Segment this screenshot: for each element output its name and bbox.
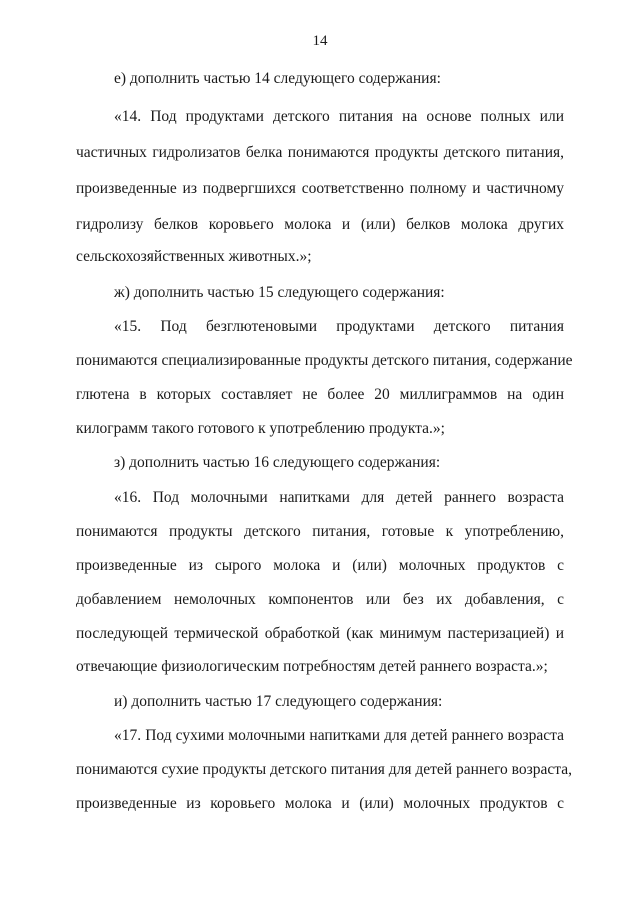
item-e-line-5: гидролизу белков коровьего молока и (или) белков молока других — [76, 216, 564, 233]
item-zh-line-2: «15. Под безглютеновыми продуктами детского питания — [114, 318, 564, 335]
item-e-line-1: е) дополнить частью 14 следующего содержания: — [114, 70, 441, 87]
item-e-line-4: произведенные из подвергшихся соответственно полному и частичному — [76, 180, 564, 197]
item-e-line-2: «14. Под продуктами детского питания на основе полных или — [114, 108, 564, 125]
item-z-line-4: произведенные из сырого молока и (или) молочных продуктов с — [76, 557, 564, 574]
item-z-line-5: добавлением немолочных компонентов или без их добавления, с — [76, 591, 564, 608]
item-z-line-2: «16. Под молочными напитками для детей раннего возраста — [114, 489, 564, 506]
page-number: 14 — [312, 33, 328, 49]
item-z-line-6: последующей термической обработкой (как минимум пастеризацией) и — [76, 625, 564, 642]
item-i-line-2: «17. Под сухими молочными напитками для детей раннего возраста — [114, 727, 564, 744]
item-z-line-7: отвечающие физиологическим потребностям детей раннего возраста.»; — [76, 658, 548, 675]
item-e-line-3: частичных гидролизатов белка понимаются продукты детского питания, — [76, 144, 564, 161]
item-zh-line-4: глютена в которых составляет не более 20 миллиграммов на один — [76, 386, 564, 403]
item-i-line-4: произведенные из коровьего молока и (или) молочных продуктов с — [76, 795, 564, 812]
item-zh-line-3: понимаются специализированные продукты детского питания, содержание — [76, 352, 573, 369]
item-i-line-3: понимаются сухие продукты детского питания для детей раннего возраста, — [76, 761, 572, 778]
item-z-line-3: понимаются продукты детского питания, готовые к употреблению, — [76, 523, 564, 540]
item-e-line-6: сельскохозяйственных животных.»; — [76, 248, 312, 265]
item-i-line-1: и) дополнить частью 17 следующего содержания: — [114, 693, 443, 710]
item-zh-line-5: килограмм такого готового к употреблению продукта.»; — [76, 420, 445, 437]
item-zh-line-1: ж) дополнить частью 15 следующего содержания: — [114, 284, 445, 301]
item-z-line-1: з) дополнить частью 16 следующего содержания: — [114, 454, 441, 471]
